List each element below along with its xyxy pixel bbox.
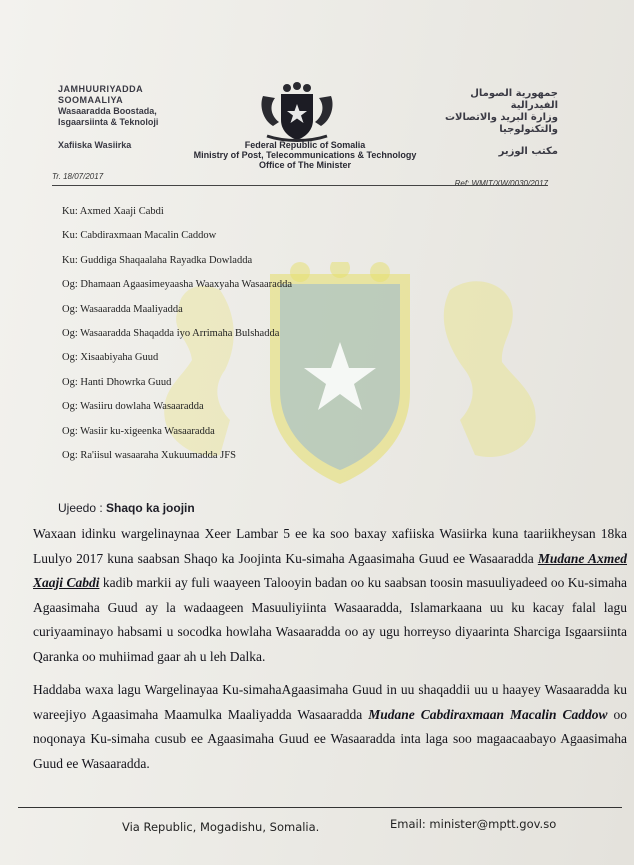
letterhead-english (180, 140, 430, 170)
footer-divider (18, 807, 622, 808)
body-paragraph-2 (33, 678, 627, 776)
recipient-item: Og: Wasiiru dowlaha Wasaaradda (62, 401, 204, 413)
date-reference-line (52, 172, 548, 186)
letterhead-somali-line1: JAMHUURIYADDA (58, 84, 144, 94)
subject-value: Shaqo ka joojin (106, 501, 195, 515)
letterhead-somali-line3: Wasaaradda Boostada, (58, 106, 157, 116)
header-divider (52, 185, 548, 186)
letterhead-arabic-line1: جمهورية الصومال الفيدرالية (470, 88, 558, 111)
recipient-item: Ku: Cabdiraxmaan Macalin Caddow (62, 230, 217, 242)
paragraph-2-text-a: Haddaba waxa lagu Wargelinayaa Ku-simahaAgaasimaha Guud in uu shaqaddii uu u haayey Wasaaradda ku wareejiyo Agaasimaha Maamulka Maaliyadda Wasaaradda (33, 682, 627, 722)
recipient-item: Ku: Axmed Xaaji Cabdi (62, 206, 164, 217)
paragraph-2-name: Mudane Cabdiraxmaan Macalin Caddow (368, 706, 608, 722)
body-paragraph-1 (33, 522, 627, 669)
footer-email: Email: minister@mptt.gov.so (390, 817, 557, 831)
letterhead-english-line1: Federal Republic of Somalia (244, 140, 366, 150)
recipient-item: Og: Wasaaradda Maaliyadda (62, 303, 183, 315)
paragraph-1-name: Mudane Axmed Xaaji Cabdi (33, 550, 627, 590)
letter-reference: Ref: WMIT/XW/0030/2017 (454, 179, 548, 188)
recipient-item: Og: Wasaaradda Shaqadda iyo Arrimaha Bulshadda (62, 327, 280, 339)
paragraph-2-text-b: oo noqonaya Ku-simaha cusub ee Agaasimaha Guud ee Wasaaradda inta laga soo magaacaabayo Agaasimaha Guud ee Wasaaradda. (33, 706, 628, 771)
letterhead-arabic-line3: والتكنولوجيا (499, 124, 558, 135)
recipient-item: Og: Ra'iisul wasaaraha Xukuumadda JFS (62, 449, 236, 461)
letterhead-arabic (428, 88, 558, 158)
footer-address: Via Republic, Mogadishu, Somalia. (122, 820, 320, 834)
recipient-item: Og: Xisaabiyaha Guud (62, 352, 159, 364)
recipient-item: Og: Hanti Dhowrka Guud (62, 376, 172, 388)
recipient-item: Og: Wasiir ku-xigeenka Wasaaradda (62, 425, 215, 437)
letterhead-somali-line2: SOOMAALIYA (58, 95, 124, 105)
recipient-list (62, 206, 482, 474)
letterhead-somali-line4: Isgaarsiinta & Teknoloji (58, 117, 159, 127)
subject-line (58, 501, 195, 515)
letterhead-somali-office: Xafiiska Wasiirka (58, 140, 132, 150)
letterhead-arabic-office: مكتب الوزير (498, 146, 558, 157)
paragraph-1-text-a: Waxaan idinku wargelinaynaa Xeer Lambar 5 ee ka soo baxay xafiiska Wasiirka kuna taariikheysan 18ka Luulyo 2017 kuna saabsan Shaqo ka Joojinta Ku-simaha Agaasimaha Guud ee Wasaaradda (33, 526, 627, 566)
letterhead-english-line2: Ministry of Post, Telecommunications & Technology (193, 150, 417, 160)
letter-date: Tr. 18/07/2017 (52, 172, 104, 181)
recipient-item: Og: Dhamaan Agaasimeyaasha Waaxyaha Wasaaradda (62, 279, 292, 291)
subject-label: Ujeedo : (58, 501, 107, 515)
paragraph-1-text-b: kadib markii ay fuli waayeen Talooyin badan oo ku saabsan toosin masuuliyadeed oo Ku-simaha Agaasimaha Guud ay la wadaageen Masuuliyiinta Wasaaradda, Islamarkaana uu ku kacay falal lagu curiyaaminayo habsami u socodka howlaha Wasaaradda oo ay ugu horreyso diyaarinta Sharciga Isgaarsiinta Qaranka oo muhiimad gaar ah u leh Dalka. (33, 575, 627, 664)
letterhead-english-line3: Office of The Minister (258, 160, 351, 170)
recipient-item: Ku: Guddiga Shaqaalaha Rayadka Dowladda (62, 254, 253, 266)
coat-of-arms-emblem-icon (255, 76, 339, 144)
letterhead-arabic-line2: وزارة البريد والاتصالات (445, 112, 558, 123)
